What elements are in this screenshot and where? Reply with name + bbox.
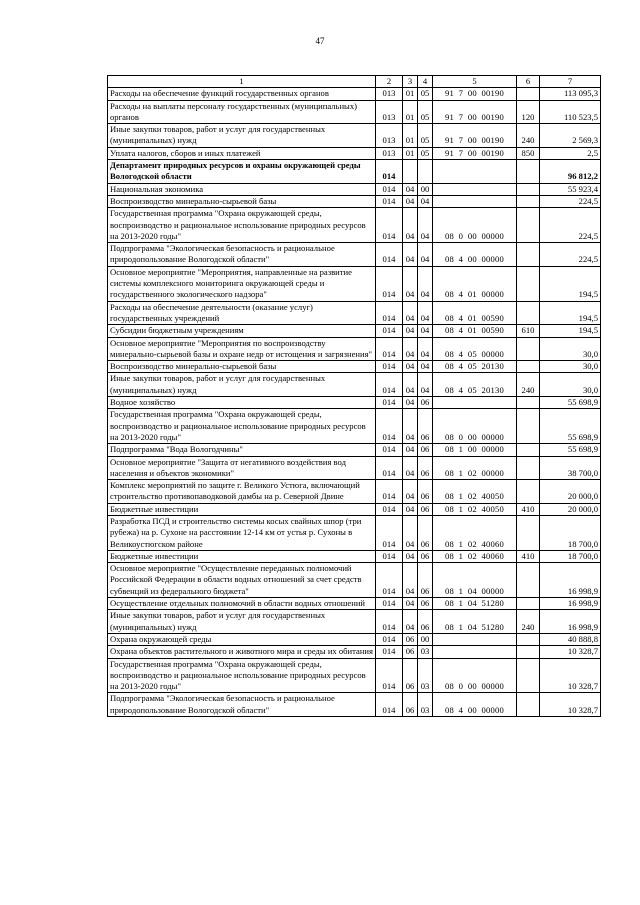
row-code-expense-type	[517, 397, 540, 409]
table-row	[108, 325, 601, 337]
row-name: Водное хозяйство	[108, 397, 376, 409]
row-name: Основное мероприятие "Осуществление переданных полномочий Российской Федерации в области водных отношений за счет средств субвенций из федерального бюджета"	[108, 563, 376, 598]
row-name: Иные закупки товаров, работ и услуг для государственных (муниципальных) нужд	[108, 610, 376, 634]
row-amount: 110 523,5	[540, 100, 601, 124]
row-code-admin: 014	[376, 409, 403, 444]
row-name: Основное мероприятие "Мероприятия, направленные на развитие системы комплексного мониторинга окружающей среды и государственного экологического надзора"	[108, 266, 376, 301]
row-code-expense-type	[517, 266, 540, 301]
row-code-admin: 014	[376, 503, 403, 515]
row-amount: 18 700,0	[540, 550, 601, 562]
header-col-7: 7	[540, 76, 601, 88]
row-code-admin: 014	[376, 397, 403, 409]
table-row	[108, 598, 601, 610]
row-amount: 38 700,0	[540, 456, 601, 480]
row-amount: 10 328,7	[540, 658, 601, 693]
header-col-1: 1	[108, 76, 376, 88]
row-code-section: 04	[403, 183, 418, 195]
row-code-expense-type	[517, 658, 540, 693]
row-code-target	[433, 160, 517, 184]
row-amount: 224,5	[540, 195, 601, 207]
row-code-admin: 014	[376, 633, 403, 645]
row-code-section: 01	[403, 124, 418, 148]
table-row	[108, 409, 601, 444]
row-code-subsection: 06	[418, 550, 433, 562]
row-code-target: 91 7 00 00190	[433, 100, 517, 124]
row-code-expense-type	[517, 444, 540, 456]
row-name: Осуществление отдельных полномочий в области водных отношений	[108, 598, 376, 610]
table-row	[108, 658, 601, 693]
table-row	[108, 266, 601, 301]
row-code-target: 08 0 00 00000	[433, 409, 517, 444]
row-amount: 2 569,3	[540, 124, 601, 148]
row-code-target: 08 1 00 00000	[433, 444, 517, 456]
row-code-subsection: 04	[418, 361, 433, 373]
row-code-target: 08 0 00 00000	[433, 208, 517, 243]
row-amount: 10 328,7	[540, 693, 601, 717]
row-code-admin: 014	[376, 515, 403, 550]
row-code-section: 04	[403, 550, 418, 562]
row-code-target: 08 4 01 00000	[433, 266, 517, 301]
header-col-3: 3	[403, 76, 418, 88]
row-code-section: 04	[403, 456, 418, 480]
row-amount: 96 812,2	[540, 160, 601, 184]
row-code-expense-type	[517, 88, 540, 100]
row-amount: 194,5	[540, 301, 601, 325]
row-code-expense-type: 240	[517, 610, 540, 634]
row-name: Департамент природных ресурсов и охраны окружающей среды Вологодской области	[108, 160, 376, 184]
row-code-section: 04	[403, 610, 418, 634]
header-col-6: 6	[517, 76, 540, 88]
table-row	[108, 550, 601, 562]
row-code-section: 04	[403, 444, 418, 456]
row-name: Иные закупки товаров, работ и услуг для государственных (муниципальных) нужд	[108, 373, 376, 397]
row-amount: 16 998,9	[540, 610, 601, 634]
row-code-target: 08 1 02 40060	[433, 550, 517, 562]
row-code-subsection: 06	[418, 397, 433, 409]
row-code-section: 04	[403, 208, 418, 243]
row-code-target: 08 1 04 00000	[433, 563, 517, 598]
row-code-subsection: 06	[418, 563, 433, 598]
table-row	[108, 456, 601, 480]
table-row	[108, 503, 601, 515]
row-code-expense-type: 610	[517, 325, 540, 337]
row-code-subsection: 05	[418, 88, 433, 100]
table-row	[108, 397, 601, 409]
table-row	[108, 160, 601, 184]
row-code-section: 01	[403, 88, 418, 100]
row-code-target: 08 4 05 00000	[433, 337, 517, 361]
table-row	[108, 337, 601, 361]
row-code-target: 91 7 00 00190	[433, 88, 517, 100]
row-code-expense-type	[517, 598, 540, 610]
row-name: Воспроизводство минерально-сырьевой базы	[108, 195, 376, 207]
row-code-target: 08 4 05 20130	[433, 361, 517, 373]
row-code-target: 08 4 01 00590	[433, 301, 517, 325]
row-code-expense-type: 850	[517, 147, 540, 159]
row-code-target	[433, 397, 517, 409]
row-code-expense-type	[517, 301, 540, 325]
row-code-subsection: 06	[418, 515, 433, 550]
row-code-subsection: 00	[418, 183, 433, 195]
row-name: Основное мероприятие "Мероприятия по воспроизводству минерально-сырьевой базы и охране недр от истощения и загрязнения"	[108, 337, 376, 361]
row-code-target: 08 4 01 00590	[433, 325, 517, 337]
table-row	[108, 124, 601, 148]
row-code-admin: 014	[376, 195, 403, 207]
table-row	[108, 195, 601, 207]
table-row	[108, 88, 601, 100]
row-code-subsection: 04	[418, 208, 433, 243]
row-code-target: 08 4 00 00000	[433, 243, 517, 267]
table-row	[108, 147, 601, 159]
row-code-section: 04	[403, 325, 418, 337]
row-code-subsection: 06	[418, 503, 433, 515]
row-code-admin: 014	[376, 480, 403, 504]
row-name: Субсидии бюджетным учреждениям	[108, 325, 376, 337]
row-code-section: 04	[403, 503, 418, 515]
row-code-expense-type	[517, 480, 540, 504]
row-code-admin: 014	[376, 208, 403, 243]
row-amount: 55 923,4	[540, 183, 601, 195]
row-amount: 113 095,3	[540, 88, 601, 100]
row-code-admin: 014	[376, 598, 403, 610]
table-row	[108, 183, 601, 195]
row-code-subsection: 04	[418, 195, 433, 207]
table-row	[108, 208, 601, 243]
row-amount: 16 998,9	[540, 563, 601, 598]
row-amount: 55 698,9	[540, 444, 601, 456]
row-code-admin: 014	[376, 361, 403, 373]
row-name: Бюджетные инвестиции	[108, 503, 376, 515]
row-code-subsection: 04	[418, 301, 433, 325]
row-code-expense-type	[517, 409, 540, 444]
row-code-target	[433, 195, 517, 207]
row-code-section: 04	[403, 598, 418, 610]
table-row	[108, 100, 601, 124]
row-code-section: 04	[403, 480, 418, 504]
row-code-target	[433, 633, 517, 645]
row-code-subsection: 04	[418, 337, 433, 361]
row-code-section: 04	[403, 397, 418, 409]
row-code-admin: 014	[376, 646, 403, 658]
row-code-admin: 014	[376, 563, 403, 598]
table-row	[108, 633, 601, 645]
row-code-subsection	[418, 160, 433, 184]
row-code-target: 08 1 04 51280	[433, 610, 517, 634]
row-code-subsection: 00	[418, 633, 433, 645]
row-amount: 20 000,0	[540, 503, 601, 515]
row-code-section: 04	[403, 563, 418, 598]
row-code-admin: 014	[376, 183, 403, 195]
row-name: Государственная программа "Охрана окружающей среды, воспроизводство и рациональное использование природных ресурсов на 2013-2020 годы"	[108, 409, 376, 444]
row-code-admin: 014	[376, 693, 403, 717]
row-code-admin: 014	[376, 266, 403, 301]
row-code-admin: 013	[376, 88, 403, 100]
row-code-expense-type	[517, 456, 540, 480]
header-col-5: 5	[433, 76, 517, 88]
row-code-expense-type: 410	[517, 550, 540, 562]
row-code-section: 04	[403, 515, 418, 550]
row-code-expense-type: 240	[517, 124, 540, 148]
row-code-section: 04	[403, 301, 418, 325]
row-code-section: 06	[403, 646, 418, 658]
row-code-subsection: 06	[418, 610, 433, 634]
header-col-2: 2	[376, 76, 403, 88]
row-code-admin: 014	[376, 373, 403, 397]
row-name: Комплекс мероприятий по защите г. Великого Устюга, включающий строительство противопаводковой дамбы на р. Северной Двине	[108, 480, 376, 504]
table-row	[108, 444, 601, 456]
row-code-expense-type	[517, 361, 540, 373]
table-row	[108, 361, 601, 373]
row-name: Государственная программа "Охрана окружающей среды, воспроизводство и рациональное использование природных ресурсов на 2013-2020 годы"	[108, 208, 376, 243]
row-code-section: 04	[403, 373, 418, 397]
row-name: Подпрограмма "Вода Вологодчины"	[108, 444, 376, 456]
row-code-target: 08 1 04 51280	[433, 598, 517, 610]
row-code-section: 04	[403, 409, 418, 444]
row-name: Расходы на обеспечение деятельности (оказание услуг) государственных учреждений	[108, 301, 376, 325]
row-amount: 20 000,0	[540, 480, 601, 504]
header-col-4: 4	[418, 76, 433, 88]
row-code-expense-type	[517, 646, 540, 658]
row-amount: 2,5	[540, 147, 601, 159]
row-code-section: 04	[403, 337, 418, 361]
row-name: Основное мероприятие "Защита от негативного воздействия вод населения и объектов экономики"	[108, 456, 376, 480]
row-code-admin: 014	[376, 444, 403, 456]
row-code-section: 04	[403, 195, 418, 207]
row-code-target: 08 1 02 40050	[433, 480, 517, 504]
row-code-expense-type	[517, 208, 540, 243]
row-code-section: 04	[403, 243, 418, 267]
row-code-section: 06	[403, 658, 418, 693]
table-row	[108, 563, 601, 598]
row-code-expense-type: 410	[517, 503, 540, 515]
row-code-expense-type	[517, 195, 540, 207]
row-code-subsection: 04	[418, 266, 433, 301]
row-amount: 55 698,9	[540, 409, 601, 444]
row-code-expense-type	[517, 633, 540, 645]
row-code-expense-type	[517, 337, 540, 361]
row-code-expense-type	[517, 243, 540, 267]
row-code-admin: 013	[376, 100, 403, 124]
row-amount: 30,0	[540, 373, 601, 397]
row-code-subsection: 06	[418, 456, 433, 480]
row-code-admin: 013	[376, 147, 403, 159]
row-code-expense-type	[517, 693, 540, 717]
row-code-subsection: 06	[418, 598, 433, 610]
table-body	[108, 76, 601, 717]
row-code-admin: 014	[376, 610, 403, 634]
row-name: Подпрограмма "Экологическая безопасность и рациональное природопользование Вологодской области"	[108, 693, 376, 717]
row-code-subsection: 05	[418, 124, 433, 148]
row-amount: 224,5	[540, 208, 601, 243]
row-code-admin: 014	[376, 337, 403, 361]
row-code-target	[433, 646, 517, 658]
row-code-subsection: 04	[418, 325, 433, 337]
row-amount: 194,5	[540, 266, 601, 301]
row-code-expense-type: 120	[517, 100, 540, 124]
row-code-section: 04	[403, 266, 418, 301]
row-code-section: 04	[403, 361, 418, 373]
row-code-admin: 014	[376, 160, 403, 184]
row-code-target: 91 7 00 00190	[433, 147, 517, 159]
table-row	[108, 693, 601, 717]
row-amount: 16 998,9	[540, 598, 601, 610]
row-code-admin: 014	[376, 301, 403, 325]
row-code-expense-type	[517, 183, 540, 195]
row-code-admin: 014	[376, 658, 403, 693]
row-name: Охрана объектов растительного и животного мира и среды их обитания	[108, 646, 376, 658]
row-code-target: 08 0 00 00000	[433, 658, 517, 693]
row-code-target: 08 1 02 40050	[433, 503, 517, 515]
row-code-subsection: 03	[418, 693, 433, 717]
row-code-target: 08 1 02 00000	[433, 456, 517, 480]
row-name: Иные закупки товаров, работ и услуг для государственных (муниципальных) нужд	[108, 124, 376, 148]
row-amount: 224,5	[540, 243, 601, 267]
row-amount: 194,5	[540, 325, 601, 337]
table-row	[108, 373, 601, 397]
row-name: Национальная экономика	[108, 183, 376, 195]
row-amount: 10 328,7	[540, 646, 601, 658]
row-code-expense-type	[517, 515, 540, 550]
page-number: 47	[315, 36, 325, 46]
row-name: Расходы на обеспечение функций государственных органов	[108, 88, 376, 100]
row-code-subsection: 06	[418, 444, 433, 456]
row-code-admin: 014	[376, 550, 403, 562]
row-code-subsection: 03	[418, 658, 433, 693]
table-row	[108, 301, 601, 325]
row-code-subsection: 05	[418, 100, 433, 124]
row-name: Воспроизводство минерально-сырьевой базы	[108, 361, 376, 373]
table-row	[108, 480, 601, 504]
row-code-section: 06	[403, 633, 418, 645]
row-code-expense-type: 240	[517, 373, 540, 397]
budget-table	[107, 75, 601, 717]
row-code-admin: 014	[376, 456, 403, 480]
row-name: Охрана окружающей среды	[108, 633, 376, 645]
row-name: Бюджетные инвестиции	[108, 550, 376, 562]
table-row	[108, 515, 601, 550]
row-code-expense-type	[517, 563, 540, 598]
row-code-subsection: 03	[418, 646, 433, 658]
row-amount: 30,0	[540, 337, 601, 361]
row-code-expense-type	[517, 160, 540, 184]
row-name: Государственная программа "Охрана окружающей среды, воспроизводство и рациональное использование природных ресурсов на 2013-2020 годы"	[108, 658, 376, 693]
row-amount: 40 888,8	[540, 633, 601, 645]
row-code-target: 91 7 00 00190	[433, 124, 517, 148]
row-code-subsection: 05	[418, 147, 433, 159]
row-code-section	[403, 160, 418, 184]
row-code-section: 01	[403, 147, 418, 159]
table-row	[108, 243, 601, 267]
row-code-target: 08 4 00 00000	[433, 693, 517, 717]
table-row	[108, 646, 601, 658]
row-code-subsection: 04	[418, 243, 433, 267]
row-amount: 55 698,9	[540, 397, 601, 409]
row-amount: 30,0	[540, 361, 601, 373]
row-name: Разработка ПСД и строительство системы косых свайных шпор (три рубежа) на р. Сухоне на расстоянии 12-14 км от устья р. Сухоны в Великоустюгском районе	[108, 515, 376, 550]
table-row	[108, 610, 601, 634]
row-name: Расходы на выплаты персоналу государственных (муниципальных) органов	[108, 100, 376, 124]
row-name: Подпрограмма "Экологическая безопасность и рациональное природопользование Вологодской области"	[108, 243, 376, 267]
row-code-target	[433, 183, 517, 195]
row-code-subsection: 06	[418, 480, 433, 504]
row-code-subsection: 04	[418, 373, 433, 397]
row-code-target: 08 4 05 20130	[433, 373, 517, 397]
row-name: Уплата налогов, сборов и иных платежей	[108, 147, 376, 159]
row-code-admin: 014	[376, 325, 403, 337]
row-code-admin: 013	[376, 124, 403, 148]
row-code-target: 08 1 02 40060	[433, 515, 517, 550]
row-code-subsection: 06	[418, 409, 433, 444]
row-code-section: 06	[403, 693, 418, 717]
row-amount: 18 700,0	[540, 515, 601, 550]
header-row	[108, 76, 601, 88]
row-code-admin: 014	[376, 243, 403, 267]
row-code-section: 01	[403, 100, 418, 124]
